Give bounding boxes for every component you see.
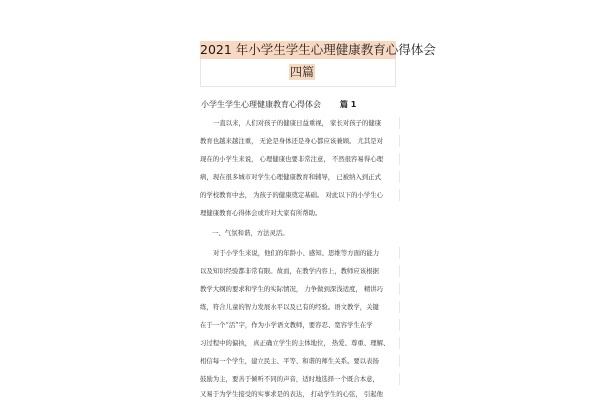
paragraph-line: 理健康教育心得体会或许对大家有所帮助。	[200, 209, 322, 217]
paragraph-line: 在于一个“活”字，作为小学语文教师，要容忍、宽容学生在学	[200, 319, 400, 331]
document-title: 2021 年小学生学生心理健康教育心得体会	[200, 42, 436, 57]
section-heading	[201, 99, 397, 111]
paragraph-line: 练，符合儿童的智力发展水平以及已有的经验。语文教学，关键	[200, 301, 400, 313]
paragraph-line: 相信每一个学生，建立民主、平等、和谐的师生关系。要以表扬	[200, 355, 400, 367]
section-heading-text: 小学生学生心理健康教育心得体会	[201, 100, 321, 109]
paragraph-line: 教育也越来越注重， 无论是身体还是身心都应该兼顾。 尤其是对	[200, 135, 400, 147]
subheading: 一、气氛和谐，方法灵活。	[212, 229, 289, 237]
paragraph-line: 的学校教育中去， 为孩子的健康奠定基础。 对此以下的小学生心	[200, 189, 400, 201]
paragraph-line: 病，现在很多城市对学生心理健康教育和辅导， 已被纳入到正式	[200, 171, 400, 183]
paragraph-line: 鼓励为主，要善于倾听不同的声音，适时地选择一个既合本意，	[200, 373, 400, 385]
document-subtitle: 四篇	[290, 65, 315, 79]
section-number: 篇 1	[340, 100, 357, 109]
paragraph-line: 现在的小学生来说， 心理健康也要非常注意， 不然很容易得心理	[200, 153, 400, 165]
paragraph-line: 一直以来，人们对孩子的健康日益重视， 家长对孩子的健康	[200, 117, 400, 129]
paragraph-line: 以及知识经验都非常有限。故而，在教学内容上，教师应该根据	[200, 265, 400, 277]
paragraph-line: 对于小学生来说，他们的年龄小、感知、思维等方面的能力	[200, 247, 400, 259]
paragraph-line: 又易于为学生接受的实事求是的表达， 打动学生的心弦， 引起他	[200, 390, 383, 398]
paragraph-line: 习过程中的偏执， 真正确立学生的主体地位， 热爱、尊重、理解、	[200, 337, 400, 349]
paragraph-line: 教学大纲的要求和学生的实际情况， 力争做到深浅适度， 精讲巧	[200, 283, 400, 295]
